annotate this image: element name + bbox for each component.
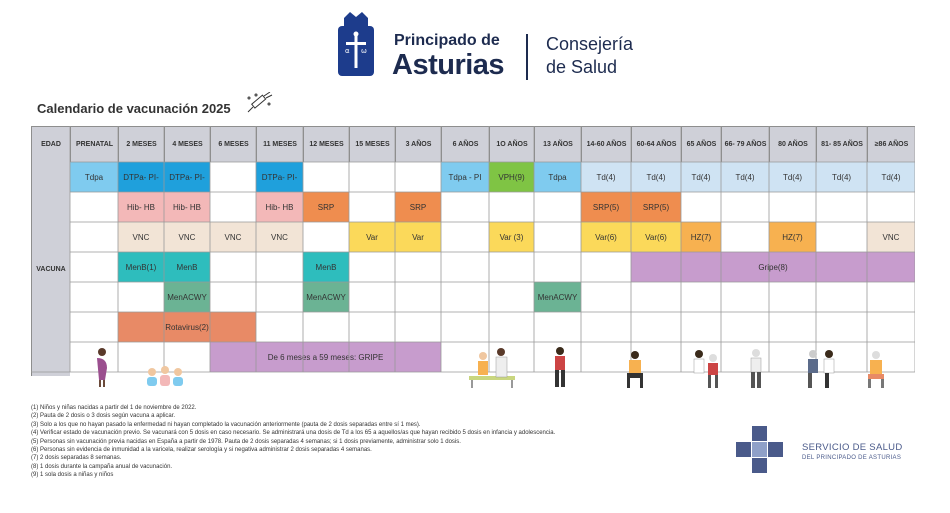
principado-logo xyxy=(336,12,656,82)
column-header: 80 AÑOS xyxy=(769,126,816,162)
column-header: 6 MESES xyxy=(210,126,256,162)
vaccine-cell: MenB xyxy=(164,252,210,282)
vaccine-cell: Tdpa xyxy=(70,162,118,192)
column-header: 66- 79 AÑOS xyxy=(721,126,769,162)
syringe-icon xyxy=(244,92,274,116)
vaccine-cell: Td(4) xyxy=(816,162,867,192)
elderly-couple-icon xyxy=(803,348,839,388)
vaccine-cell: Td(4) xyxy=(769,162,816,192)
vaccine-cell: De 6 meses a 59 meses: GRIPE xyxy=(210,342,441,372)
column-header: 4 MESES xyxy=(164,126,210,162)
footnote: (7) 2 dosis separadas 8 semanas. xyxy=(31,455,122,462)
column-header: 6 AÑOS xyxy=(441,126,489,162)
footnote: (4) Verificar estado de vacunación previo. Se vacunará con 5 dosis en caso necesario. Se administrará una dosis de Td a los 65 a aquellos/as que hayan recibido 5 dosis en infancia y adolescencia. xyxy=(31,430,556,437)
nurse-patient-icon xyxy=(691,348,721,388)
column-header: 3 AÑOS xyxy=(395,126,441,162)
vaccine-cell: VNC xyxy=(867,222,915,252)
footnote: (8) 1 dosis durante la campaña anual de vacunación. xyxy=(31,463,173,470)
brand-line1: Principado de xyxy=(394,32,500,49)
asturias-crest-icon xyxy=(336,12,376,78)
column-header: EDAD xyxy=(31,126,70,162)
column-header: 1O AÑOS xyxy=(489,126,534,162)
babies-icon xyxy=(145,364,185,388)
footnote: (3) Solo a los que no hayan pasado la enfermedad ni hayan completado la vacunación anteriormente (pauta de 2 dosis separadas entre sí 1 mes). xyxy=(31,421,421,428)
vaccine-cell: Td(4) xyxy=(867,162,915,192)
vaccine-cell: Hib- HB xyxy=(118,192,164,222)
footnote: (5) Personas sin vacunación previa nacidas en España a partir de 1978. Pauta de 2 dosis separadas 4 semanas; si 1 dosis previamente, administrar solo 1 dosis. xyxy=(31,438,461,445)
dept-line2: de Salud xyxy=(546,57,618,77)
servicio-salud-logo xyxy=(734,424,934,484)
vaccine-cell: MenACWY xyxy=(303,282,349,312)
vaccine-cell: Tdpa xyxy=(534,162,581,192)
vaccine-cell: VPH(9) xyxy=(489,162,534,192)
vaccine-cell: Td(4) xyxy=(721,162,769,192)
footnote: (2) Pauta de 2 dosis o 3 dosis según vacuna a aplicar. xyxy=(31,413,176,420)
elderly-woman-icon xyxy=(865,350,887,388)
sds-line2: DEL PRINCIPADO DE ASTURIAS xyxy=(802,455,902,461)
footnote: (1) Niños y niñas nacidas a partir del 1 de noviembre de 2022. xyxy=(31,405,197,411)
vaccine-cell: Td(4) xyxy=(581,162,631,192)
sds-line1: SERVICIO DE SALUD xyxy=(802,442,903,453)
vaccine-cell: Gripe(8) xyxy=(631,252,915,282)
vaccine-cell: VNC xyxy=(118,222,164,252)
vaccine-cell: HZ(7) xyxy=(769,222,816,252)
vaccine-cell: Var(6) xyxy=(581,222,631,252)
dept-line1: Consejería xyxy=(546,34,634,54)
vaccine-cell: Var xyxy=(349,222,395,252)
column-header: 65 AÑOS xyxy=(681,126,721,162)
column-header: 14-60 AÑOS xyxy=(581,126,631,162)
age-illustrations xyxy=(31,342,915,390)
vaccine-cell: Var (3) xyxy=(489,222,534,252)
vaccine-cell: VNC xyxy=(256,222,303,252)
vaccine-cell: Td(4) xyxy=(631,162,681,192)
column-header: PRENATAL xyxy=(70,126,118,162)
column-header: 15 MESES xyxy=(349,126,395,162)
column-header: 2 MESES xyxy=(118,126,164,162)
vaccine-cell: Tdpa - PI xyxy=(441,162,489,192)
column-header: ≥86 AÑOS xyxy=(867,126,915,162)
column-header: 11 MESES xyxy=(256,126,303,162)
vaccine-cell: VNC xyxy=(210,222,256,252)
teen-icon xyxy=(551,346,569,388)
vaccine-cell: HZ(7) xyxy=(681,222,721,252)
vaccine-cell: SRP(5) xyxy=(581,192,631,222)
vaccine-cell: MenB xyxy=(303,252,349,282)
vaccine-cell: Var xyxy=(395,222,441,252)
footnote: (9) 1 sola dosis a niñas y niños xyxy=(31,472,114,479)
elderly-man-icon xyxy=(747,348,765,388)
vaccine-cell: Td(4) xyxy=(681,162,721,192)
svg-text:ω: ω xyxy=(361,47,367,55)
column-header: 13 AÑOS xyxy=(534,126,581,162)
vaccine-cell: VNC xyxy=(164,222,210,252)
column-header: 81- 85 AÑOS xyxy=(816,126,867,162)
vaccine-cell: Hib- HB xyxy=(256,192,303,222)
footnotes xyxy=(31,404,555,480)
page-title: Calendario de vacunación 2025 xyxy=(37,101,231,116)
footnote: (6) Personas sin evidencia de inmunidad a la varicela, realizar serología y si negativa administrar 2 dosis separadas 4 semanas. xyxy=(31,447,372,454)
logo-divider xyxy=(526,34,528,80)
vaccine-cell: Var(6) xyxy=(631,222,681,252)
row-label-vacuna: VACUNA xyxy=(31,162,70,376)
vaccine-cell: Hib- HB xyxy=(164,192,210,222)
vaccine-cell: Rotavirus(2) xyxy=(118,312,256,342)
vaccine-cell: SRP(5) xyxy=(631,192,681,222)
vaccine-cell: SRP xyxy=(395,192,441,222)
adult-seated-icon xyxy=(623,350,647,388)
vaccine-cell: MenB(1) xyxy=(118,252,164,282)
column-header: 12 MESES xyxy=(303,126,349,162)
vaccine-cell: DTPa- PI- xyxy=(256,162,303,192)
health-cross-icon xyxy=(734,424,786,476)
vaccine-cell: MenACWY xyxy=(534,282,581,312)
pregnant-woman-icon xyxy=(91,346,113,388)
vaccine-cell: DTPa- PI- xyxy=(164,162,210,192)
vaccine-cell: DTPa- PI- xyxy=(118,162,164,192)
column-header: 60-64 AÑOS xyxy=(631,126,681,162)
vaccine-cell: SRP xyxy=(303,192,349,222)
brand-line2: Asturias xyxy=(392,49,505,81)
doctor-child-icon xyxy=(469,344,515,388)
vaccine-cell: MenACWY xyxy=(164,282,210,312)
svg-text:α: α xyxy=(345,47,350,55)
